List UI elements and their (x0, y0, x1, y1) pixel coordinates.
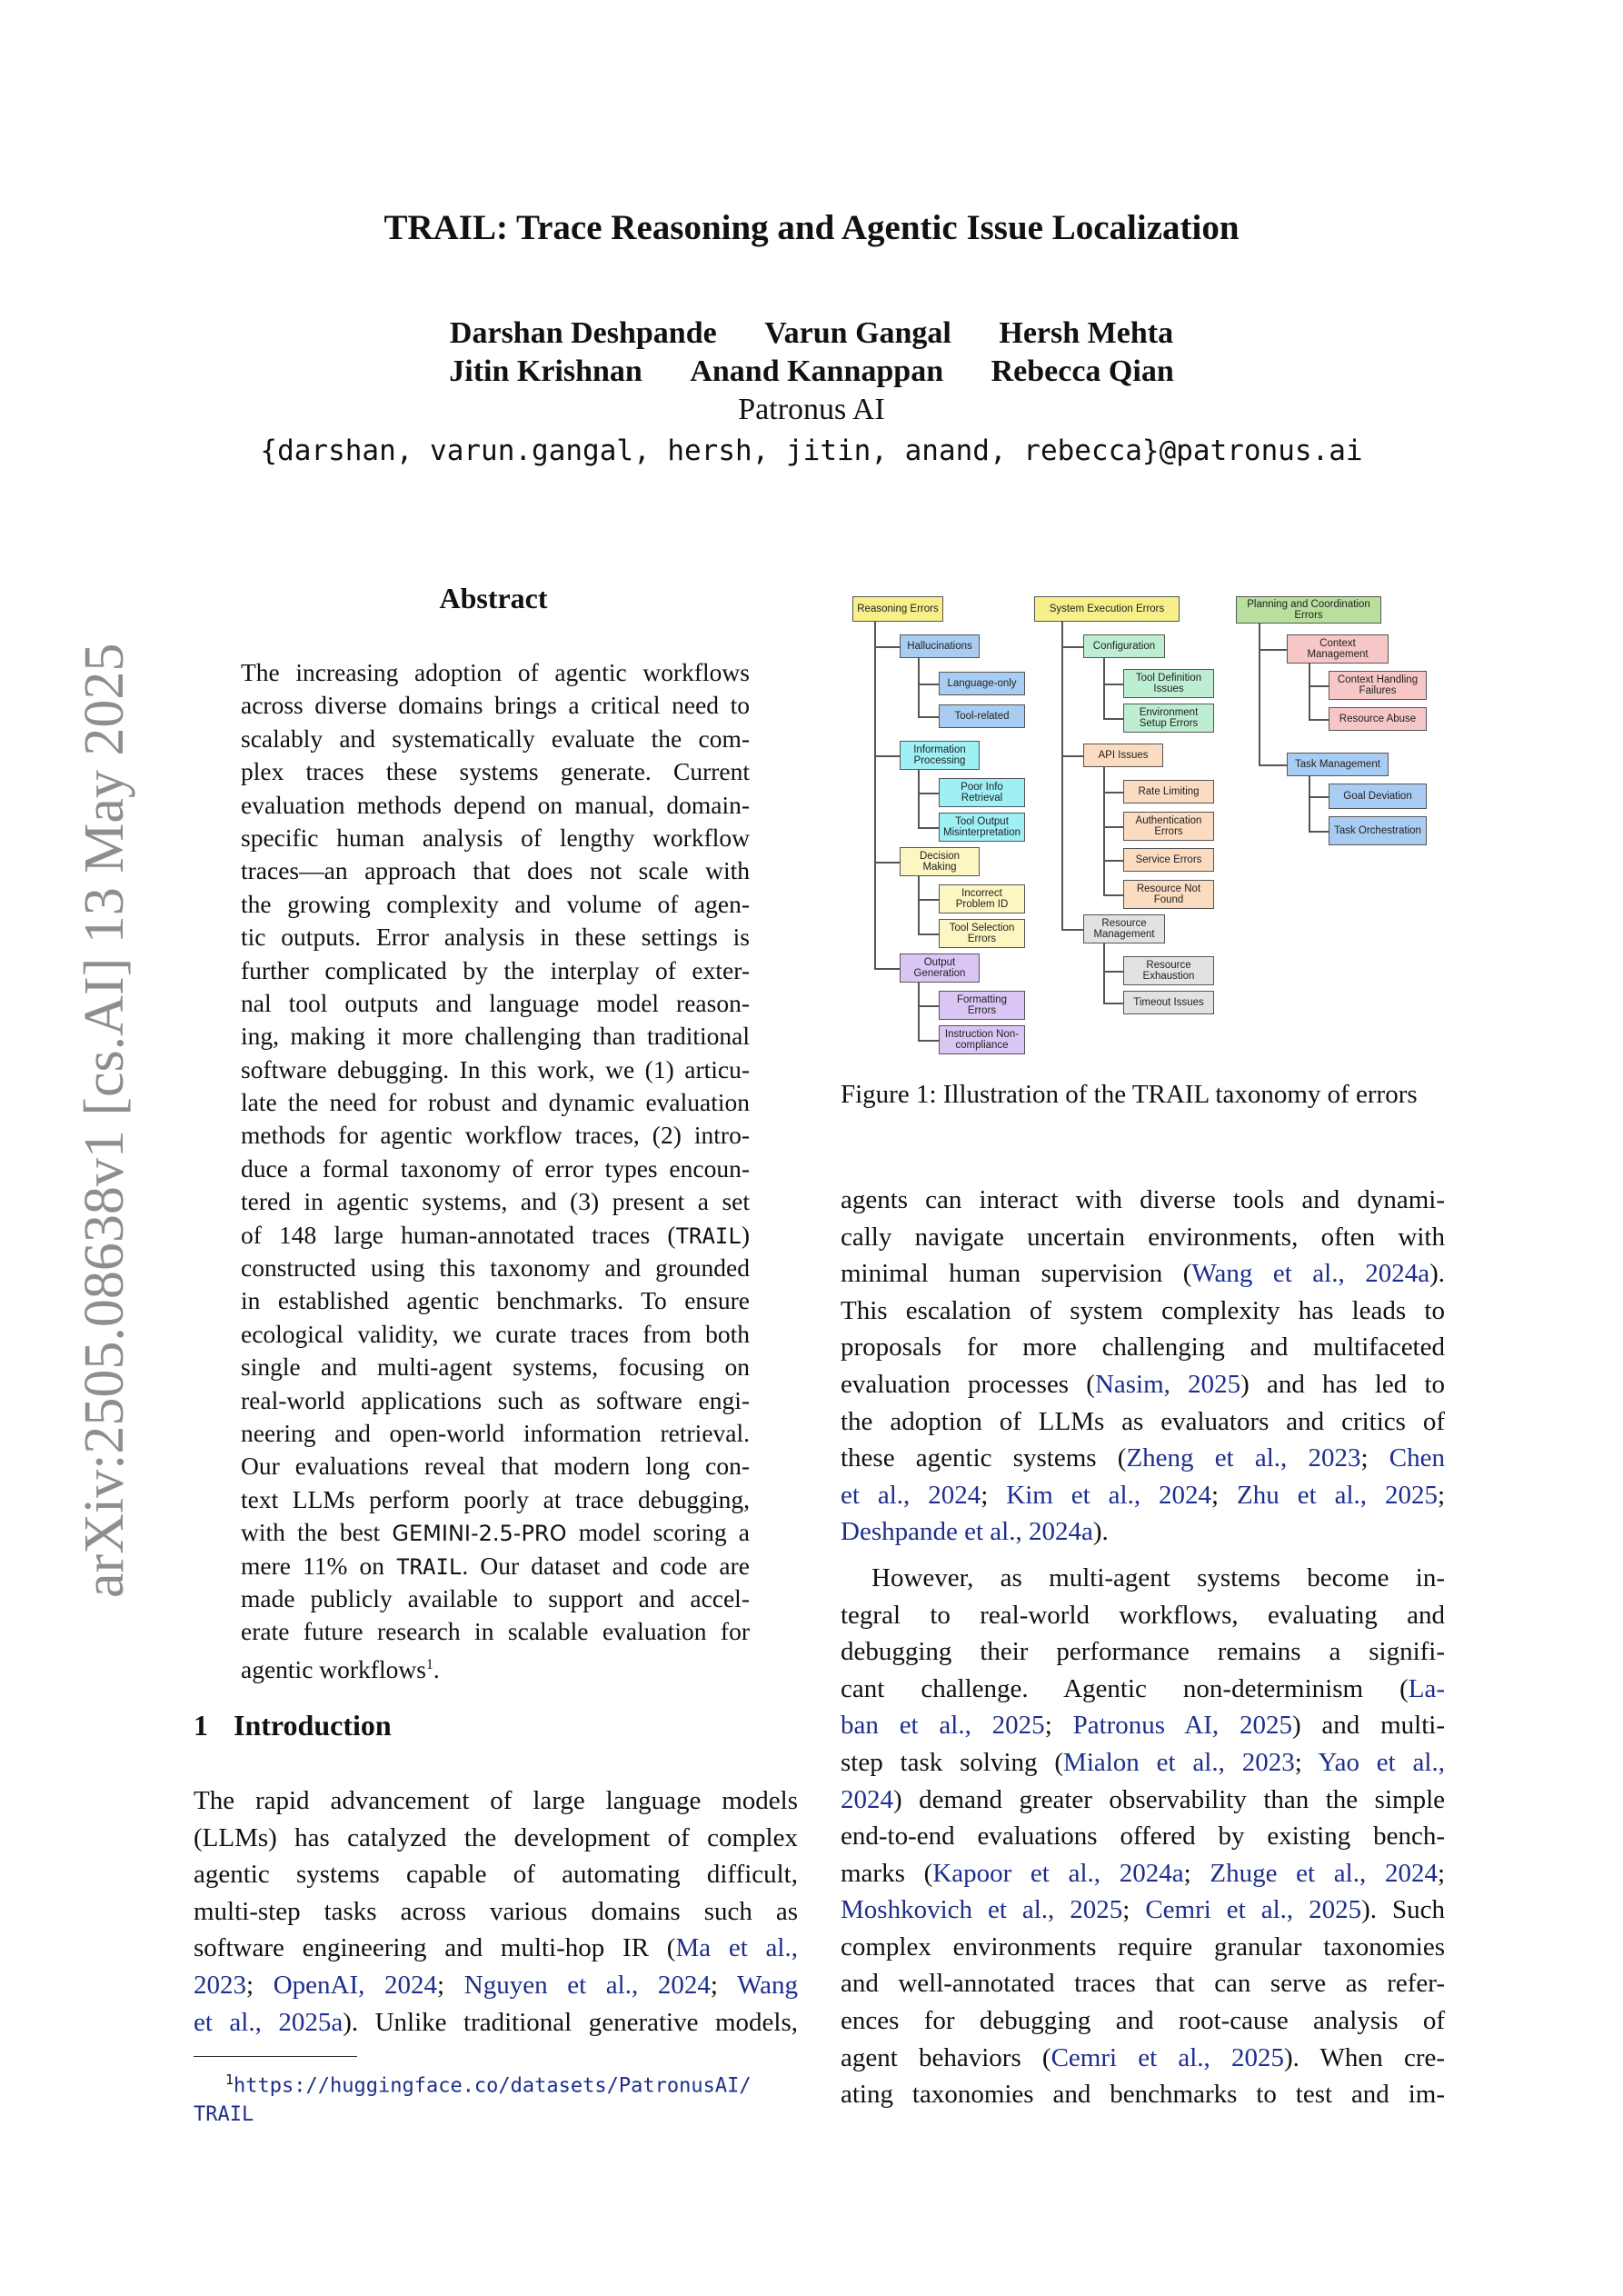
tree-connector (1103, 1003, 1123, 1004)
model-name: GEMINI-2.5-PRO (392, 1521, 567, 1547)
citation-link[interactable]: Cemri et al., 2025 (1145, 1895, 1362, 1925)
abstract-line: traces—an approach that does not scale with (241, 856, 750, 885)
abstract-heading: Abstract (439, 582, 548, 614)
taxonomy-node-goal-deviation: Goal Deviation (1329, 784, 1427, 809)
text-fragment: ) and multi- (1291, 1711, 1446, 1741)
citation-link[interactable]: Moshkovich et al., 2025 (841, 1895, 1123, 1925)
body-line: The rapid advancement of large language models (194, 1786, 798, 1815)
abstract-line: software debugging. In this work, we (1) articu- (241, 1054, 750, 1083)
dataset-name: TRAIL (675, 1223, 742, 1249)
citation-link[interactable]: Cemri et al., 2025 (1050, 2042, 1284, 2072)
body-line: end-to-end evaluations offered by existing bench- (841, 1822, 1445, 1852)
footnote (194, 2065, 798, 2130)
abstract-line: erate future research in scalable evaluation for (241, 1617, 750, 1646)
taxonomy-node-resource-not-found: Resource Not Found (1123, 880, 1214, 909)
text-fragment: ; (1437, 1858, 1446, 1888)
abstract-line: duce a formal taxonomy of error types encoun- (241, 1153, 750, 1183)
abstract-line: neering and open-world information retrieval. (241, 1418, 750, 1447)
citation-link[interactable]: et al., 2025a (194, 2007, 344, 2037)
taxonomy-node-context-handling: Context Handling Failures (1329, 671, 1427, 700)
taxonomy-node-environment-setup: Environment Setup Errors (1123, 704, 1214, 733)
body-line: ences for debugging and root-cause analysis of (841, 2006, 1445, 2036)
tree-connector (918, 716, 939, 718)
text-fragment: mere 11% on (241, 1551, 397, 1580)
tree-connector (1103, 971, 1123, 973)
author-emails: {darshan, varun.gangal, hersh, jitin, anand, rebecca}@patronus.ai (260, 434, 1363, 467)
tree-connector (918, 1040, 939, 1042)
body-line: tegral to real-world workflows, evaluating and (841, 1600, 1445, 1630)
text-fragment: ; (437, 1970, 464, 2000)
abstract-line: ecological validity, we curate traces from both (241, 1319, 750, 1348)
text-fragment: . Our dataset and code are (462, 1551, 750, 1580)
taxonomy-node-context-management: Context Management (1287, 634, 1389, 664)
abstract-line: constructed using this taxonomy and grounded (241, 1253, 750, 1283)
intro-left-column (194, 1782, 798, 2041)
abstract-line: tered in agentic systems, and (3) present a set (241, 1187, 750, 1216)
tree-connector (1103, 943, 1105, 1003)
abstract-line: specific human analysis of lengthy workflow (241, 823, 750, 852)
abstract-line: late the need for robust and dynamic evaluation (241, 1088, 750, 1117)
citation-link[interactable]: Patronus AI, 2025 (1072, 1711, 1292, 1741)
footnote-url-continued[interactable]: TRAIL (194, 2103, 254, 2127)
body-line (194, 1930, 798, 1967)
body-line: and well-annotated traces that can serve as refer- (841, 1969, 1445, 1999)
citation-link[interactable]: Mialon et al., 2023 (1063, 1747, 1295, 1777)
text-fragment: ; (1294, 1747, 1319, 1777)
tree-connector (1103, 792, 1123, 794)
tree-connector (1103, 894, 1123, 896)
taxonomy-node-language-only: Language-only (939, 672, 1025, 695)
footnote-number: 1 (225, 2071, 234, 2088)
body-line (841, 1892, 1445, 1929)
abstract-line: in established agentic benchmarks. To ensure (241, 1286, 750, 1315)
body-line: agentic systems capable of automating difficult, (194, 1860, 798, 1890)
abstract-body (241, 656, 750, 1682)
taxonomy-node-formatting: Formatting Errors (939, 991, 1025, 1020)
tree-connector (1309, 776, 1310, 831)
text-fragment: evaluation processes ( (841, 1369, 1095, 1399)
tree-connector (1061, 622, 1063, 929)
text-fragment: agent behaviors ( (841, 2042, 1051, 2072)
authors-row-2 (0, 354, 1623, 389)
taxonomy-node-api-issues: API Issues (1083, 744, 1163, 767)
tree-connector (1309, 796, 1329, 798)
body-line (841, 1855, 1445, 1892)
tree-connector (918, 658, 920, 716)
tree-connector (918, 770, 920, 827)
tree-connector (1309, 664, 1310, 719)
body-line (194, 1967, 798, 2004)
text-fragment: ; (1183, 1858, 1210, 1888)
citation-link[interactable]: Zhu et al., 2025 (1237, 1480, 1438, 1510)
abstract-line: Our evaluations reveal that modern long con- (241, 1452, 750, 1481)
body-line: agents can interact with diverse tools and dynami- (841, 1185, 1445, 1214)
text-fragment: ) (741, 1220, 750, 1249)
text-fragment: model scoring a (566, 1518, 750, 1547)
taxonomy-node-authentication: Authentication Errors (1123, 812, 1214, 841)
abstract-line (241, 1649, 750, 1682)
taxonomy-node-instruction: Instruction Non-compliance (939, 1025, 1025, 1054)
arxiv-identifier: arXiv:2505.08638v1 [cs.AI] 13 May 2025 (74, 643, 135, 1598)
taxonomy-node-task-orchestration: Task Orchestration (1329, 816, 1427, 845)
body-line: cally navigate uncertain environments, often with (841, 1222, 1445, 1252)
body-line (841, 1366, 1445, 1403)
abstract-line: ing, making it more challenging than traditional (241, 1022, 750, 1051)
text-fragment: step task solving ( (841, 1747, 1064, 1777)
tree-connector (1259, 649, 1287, 651)
abstract-line (241, 1516, 750, 1549)
text-fragment: agentic workflows (241, 1654, 426, 1683)
citation-link[interactable]: Chen (1389, 1443, 1445, 1473)
abstract-line: text LLMs perform poorly at trace debugging, (241, 1484, 750, 1513)
body-line: This escalation of system complexity has leads to (841, 1295, 1445, 1325)
text-fragment: ; (246, 1970, 274, 2000)
body-line: debugging their performance remains a signifi- (841, 1637, 1445, 1667)
tree-connector (874, 622, 876, 968)
text-fragment: cant challenge. Agentic non-determinism ( (841, 1673, 1409, 1703)
author-name: Varun Gangal (764, 316, 951, 350)
abstract-line (241, 1550, 750, 1582)
citation-link[interactable]: Nguyen et al., 2024 (463, 1970, 711, 2000)
abstract-line: plex traces these systems generate. Current (241, 757, 750, 786)
taxonomy-node-tool-related: Tool-related (939, 704, 1025, 728)
citation-link[interactable]: Nasim, 2025 (1094, 1369, 1241, 1399)
footnote-url[interactable]: https://huggingface.co/datasets/PatronusAI/ (234, 2074, 752, 2098)
citation-link[interactable]: Deshpande et al., 2024a (841, 1517, 1093, 1547)
tree-connector (1259, 624, 1260, 764)
citation-link[interactable]: La- (1408, 1673, 1445, 1703)
citation-link[interactable]: Zhuge et al., 2024 (1210, 1858, 1438, 1888)
abstract-line: single and multi-agent systems, focusing on (241, 1353, 750, 1382)
section-title: Introduction (234, 1709, 392, 1742)
taxonomy-node-reasoning: Reasoning Errors (852, 596, 943, 622)
abstract-line: tic outputs. Error analysis in these settings is (241, 923, 750, 952)
tree-connector (918, 684, 939, 685)
taxonomy-node-planning: Planning and Coordination Errors (1236, 596, 1381, 624)
text-fragment: these agentic systems ( (841, 1443, 1127, 1473)
tree-connector (874, 862, 900, 863)
taxonomy-node-incorrect-problem: Incorrect Problem ID (939, 884, 1025, 913)
tree-connector (1103, 718, 1123, 720)
taxonomy-node-resource-abuse: Resource Abuse (1329, 707, 1427, 731)
taxonomy-figure (845, 591, 1427, 1054)
body-line: ating taxonomies and benchmarks to test and im- (841, 2080, 1445, 2110)
body-line (841, 1744, 1445, 1782)
body-line (841, 1477, 1445, 1514)
taxonomy-node-timeout: Timeout Issues (1123, 991, 1214, 1014)
citation-link[interactable]: OpenAI, 2024 (273, 1970, 438, 2000)
text-fragment: ; (981, 1480, 1007, 1510)
tree-connector (1061, 929, 1083, 931)
taxonomy-node-tool-selection: Tool Selection Errors (939, 919, 1025, 948)
taxonomy-node-service-errors: Service Errors (1123, 848, 1214, 872)
taxonomy-node-tool-definition: Tool Definition Issues (1123, 669, 1214, 698)
abstract-line (241, 1219, 750, 1252)
tree-connector (874, 968, 900, 970)
tree-connector (1309, 831, 1329, 833)
footnote-marker[interactable]: 1 (425, 1656, 433, 1672)
taxonomy-node-resource-management: Resource Management (1083, 914, 1165, 943)
text-fragment: ; (1211, 1480, 1238, 1510)
tree-connector (918, 827, 939, 829)
text-fragment: ; (1122, 1895, 1146, 1925)
tree-connector (1103, 826, 1123, 828)
citation-link[interactable]: Wang (737, 1970, 799, 2000)
citation-link[interactable]: Yao et al., (1318, 1747, 1445, 1777)
footnote-line (194, 2065, 798, 2101)
text-fragment: ). Such (1361, 1895, 1446, 1925)
citation-link[interactable]: Ma et al., (675, 1933, 798, 1963)
tree-connector (1061, 646, 1083, 648)
abstract-line: further complicated by the interplay of exter- (241, 955, 750, 984)
body-line: However, as multi-agent systems become in- (871, 1562, 1445, 1592)
text-fragment: ). Unlike traditional generative models, (343, 2007, 798, 2037)
tree-connector (1103, 658, 1105, 718)
taxonomy-node-system-exec: System Execution Errors (1034, 596, 1180, 622)
citation-link[interactable]: 2023 (194, 1970, 246, 2000)
abstract-line: the growing complexity and volume of agen- (241, 889, 750, 918)
tree-connector (918, 983, 920, 1040)
taxonomy-node-task-management: Task Management (1287, 753, 1389, 776)
abstract-line: methods for agentic workflow traces, (2) intro- (241, 1121, 750, 1150)
paper-title: TRAIL: Trace Reasoning and Agentic Issue Localization (383, 208, 1240, 247)
tree-connector (918, 876, 920, 933)
section-number: 1 (194, 1709, 208, 1742)
body-line (841, 1440, 1445, 1477)
abstract-line: made publicly available to support and accel- (241, 1583, 750, 1612)
body-line (841, 1255, 1445, 1293)
citation-link[interactable]: Zheng et al., 2023 (1126, 1443, 1361, 1473)
tree-connector (1103, 860, 1123, 862)
tree-connector (918, 933, 939, 935)
abstract-line: across diverse domains brings a critical need to (241, 691, 750, 720)
tree-connector (1061, 755, 1083, 757)
text-fragment: ). (1092, 1517, 1109, 1547)
author-name: Jitin Krishnan (449, 354, 642, 388)
body-line: (LLMs) has catalyzed the development of complex (194, 1822, 798, 1852)
tree-connector (1103, 767, 1105, 894)
footnote-divider (194, 2056, 357, 2057)
text-fragment: of 148 large human-annotated traces ( (241, 1220, 676, 1249)
body-line (841, 1513, 1445, 1551)
text-fragment: minimal human supervision ( (841, 1259, 1192, 1289)
tree-connector (918, 899, 939, 901)
tree-connector (874, 755, 900, 757)
body-line: multi-step tasks across various domains such as (194, 1896, 798, 1926)
text-fragment: ) and has led to (1240, 1369, 1446, 1399)
text-fragment: with the best (241, 1518, 393, 1547)
body-line (841, 1707, 1445, 1744)
citation-link[interactable]: Kim et al., 2024 (1006, 1480, 1212, 1510)
citation-link[interactable]: Kapoor et al., 2024a (932, 1858, 1184, 1888)
taxonomy-node-rate-limiting: Rate Limiting (1123, 780, 1214, 804)
author-name: Anand Kannappan (690, 354, 944, 388)
taxonomy-node-resource-exhaustion: Resource Exhaustion (1123, 956, 1214, 985)
taxonomy-node-poor-info: Poor Info Retrieval (939, 778, 1025, 807)
body-line: the adoption of LLMs as evaluators and critics of (841, 1406, 1445, 1436)
text-fragment: . (433, 1654, 440, 1683)
tree-connector (1309, 685, 1329, 687)
abstract-line: evaluation methods depend on manual, domain- (241, 790, 750, 819)
tree-connector (1103, 684, 1123, 685)
author-name: Hersh Mehta (999, 316, 1174, 350)
body-line: proposals for more challenging and multifaceted (841, 1333, 1445, 1363)
text-fragment: ; (1437, 1480, 1446, 1510)
text-fragment: marks ( (841, 1858, 933, 1888)
taxonomy-node-hallucinations: Hallucinations (900, 634, 980, 658)
body-line (841, 1671, 1445, 1708)
text-fragment: software engineering and multi-hop IR ( (194, 1933, 676, 1963)
text-fragment: ; (1360, 1443, 1389, 1473)
text-fragment: ; (710, 1970, 738, 2000)
text-fragment: ). (1429, 1259, 1445, 1289)
text-fragment: ) demand greater observability than the simple (893, 1784, 1445, 1814)
taxonomy-node-info-processing: Information Processing (900, 741, 980, 770)
text-fragment: ). When cre- (1283, 2042, 1445, 2072)
dataset-name: TRAIL (396, 1553, 463, 1580)
intro-right-column (841, 1182, 1445, 2113)
taxonomy-node-configuration: Configuration (1083, 634, 1165, 658)
body-line (841, 2040, 1445, 2077)
taxonomy-node-output-generation: Output Generation (900, 953, 980, 983)
taxonomy-node-decision-making: Decision Making (900, 847, 980, 876)
affiliation: Patronus AI (738, 393, 885, 426)
citation-link[interactable]: et al., 2024 (841, 1480, 981, 1510)
taxonomy-node-tool-output: Tool Output Misinterpretation (939, 813, 1025, 842)
section-heading (194, 1709, 392, 1742)
citation-link[interactable]: ban et al., 2025 (841, 1711, 1045, 1741)
body-line: complex environments require granular taxonomies (841, 1932, 1445, 1962)
citation-link[interactable]: 2024 (841, 1784, 893, 1814)
abstract-line: real-world applications such as software engi- (241, 1385, 750, 1414)
tree-connector (1309, 719, 1329, 721)
tree-connector (874, 646, 900, 648)
author-name: Rebecca Qian (991, 354, 1174, 388)
figure-caption: Figure 1: Illustration of the TRAIL taxonomy of errors (841, 1080, 1418, 1109)
abstract-line: scalably and systematically evaluate the com- (241, 724, 750, 753)
tree-connector (918, 793, 939, 794)
author-name: Darshan Deshpande (449, 316, 717, 350)
authors-row-1 (0, 316, 1623, 351)
abstract-line: nal tool outputs and language model reason- (241, 988, 750, 1017)
text-fragment: ; (1044, 1711, 1073, 1741)
abstract-line: The increasing adoption of agentic workflows (241, 658, 750, 686)
tree-connector (918, 1005, 939, 1007)
body-line (194, 2004, 798, 2041)
tree-connector (1259, 764, 1287, 766)
citation-link[interactable]: Wang et al., 2024a (1191, 1259, 1430, 1289)
body-line (841, 1782, 1445, 1819)
